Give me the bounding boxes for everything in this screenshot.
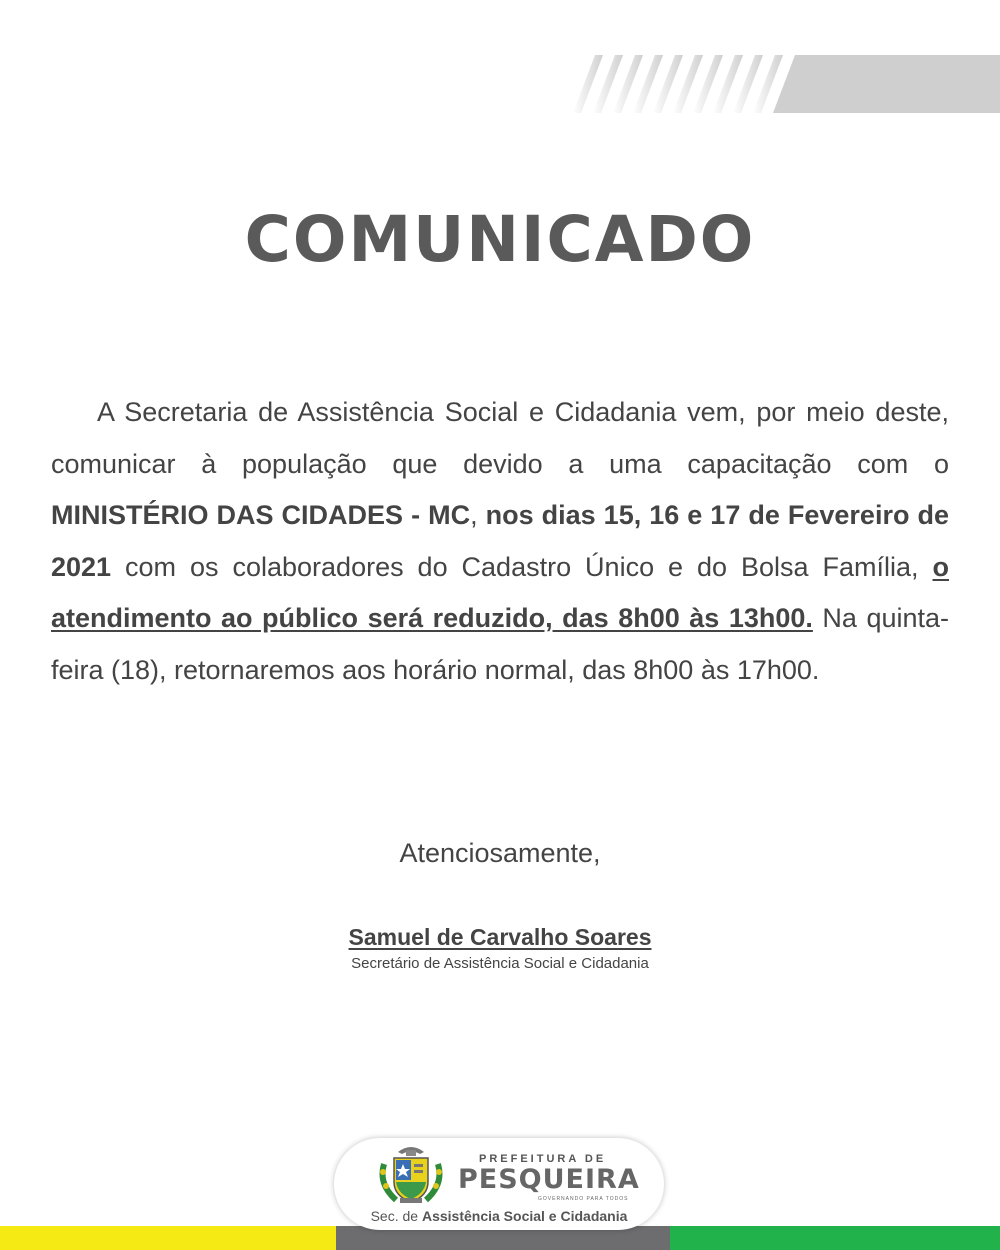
signer-role: Secretário de Assistência Social e Cidadania <box>351 955 649 972</box>
header-stripe-decoration <box>573 55 1000 113</box>
reduced-hours-notice: o atendimento ao público será reduzido, das 8h00 às 13h00. <box>51 551 949 633</box>
announcement-body: A Secretaria de Assistência Social e Cidadania vem, por meio deste, comunicar à população que devido a uma capacitação com o MINISTÉRIO DAS CIDADES - MC, nos dias 15, 16 e 17 de Fevereiro de 2021 com os colaboradores do Cadastro Único e do Bolsa Família, o atendimento ao público será reduzido, das 8h00 às 13h00. Na quinta-feira (18), retornaremos aos horário normal, das 8h00 às 17h00. <box>51 397 950 685</box>
city-tagline: GOVERNANDO PARA TODOS <box>538 1196 629 1202</box>
closing-salutation: Atenciosamente, <box>399 838 601 868</box>
ministry-name: MINISTÉRIO DAS CIDADES - MC <box>51 500 471 530</box>
page-title: COMUNICADO <box>244 203 756 276</box>
city-name: PESQUEIRA <box>458 1164 640 1195</box>
prefeitura-label: PREFEITURA DE <box>479 1153 607 1165</box>
signer-name: Samuel de Carvalho Soares <box>348 924 652 950</box>
secretariat-line: Sec. de Assistência Social e Cidadania <box>370 1208 628 1224</box>
city-crest-icon <box>376 1144 446 1211</box>
footer-bar-green <box>670 1226 1000 1250</box>
prefeitura-logo-badge <box>334 1138 664 1230</box>
dates: nos dias 15, 16 e 17 de Fevereiro de 2021 <box>51 500 949 582</box>
footer-bar-yellow <box>0 1226 336 1250</box>
